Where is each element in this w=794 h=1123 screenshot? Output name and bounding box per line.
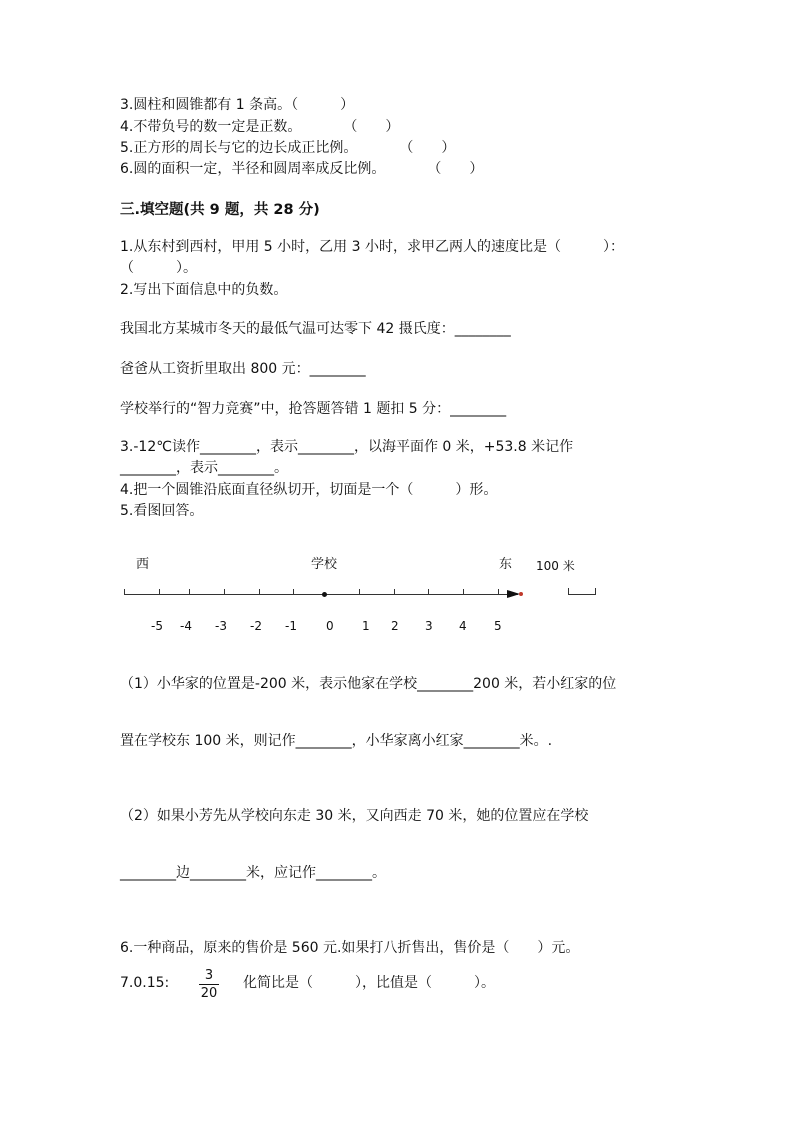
- axis-label: -2: [250, 619, 262, 633]
- axis-label: 0: [326, 619, 334, 633]
- fill-q2-b: 爸爸从工资折里取出 800 元：________: [120, 361, 366, 377]
- fill-q3-line1: 3.-12℃读作________，表示________，以海平面作 0 米，+53.8 米记作: [120, 439, 574, 455]
- axis-label: -5: [151, 619, 163, 633]
- axis-label: 3: [425, 619, 433, 633]
- axis-label: 1: [362, 619, 370, 633]
- axis-label: -4: [180, 619, 192, 633]
- west-label: 西: [136, 557, 150, 572]
- east-label: 东: [499, 557, 513, 572]
- axis-label: 2: [391, 619, 399, 633]
- axis-tick: [189, 589, 190, 595]
- fraction: [199, 968, 219, 1001]
- judge-q5: 5.正方形的周长与它的边长成正比例。 （ ）: [120, 140, 456, 156]
- scale-bracket: [568, 588, 596, 595]
- fill-q1-line1: 1.从东村到西村，甲用 5 小时，乙用 3 小时，求甲乙两人的速度比是（ ）：: [120, 239, 624, 255]
- fill-q5-sub1-a: （1）小华家的位置是-200 米，表示他家在学校________200 米，若小红家的位: [120, 676, 617, 692]
- origin-dot: [322, 592, 327, 597]
- judge-q6: 6.圆的面积一定，半径和圆周率成反比例。 （ ）: [120, 161, 484, 177]
- fill-q6: 6.一种商品，原来的售价是 560 元.如果打八折售出，售价是（ ）元。: [120, 940, 580, 956]
- fill-q5: 5.看图回答。: [120, 503, 204, 519]
- fill-q5-sub2-a: （2）如果小芳先从学校向东走 30 米，又向西走 70 米，她的位置应在学校: [120, 808, 589, 824]
- fraction-denominator: 20: [200, 986, 218, 1001]
- axis-tick: [498, 589, 499, 595]
- fill-q2-a: 我国北方某城市冬天的最低气温可达零下 42 摄氏度：________: [120, 321, 511, 337]
- axis-tick: [259, 589, 260, 595]
- judge-q3: 3.圆柱和圆锥都有 1 条高。（ ）: [120, 97, 355, 113]
- fill-q7-suffix: 化简比是（ ），比值是（ ）。: [243, 975, 495, 991]
- fill-q2-c: 学校举行的“智力竞赛”中，抢答题答错 1 题扣 5 分：________: [120, 401, 507, 417]
- fill-q1-line2: （ ）。: [120, 260, 197, 276]
- fill-q4: 4.把一个圆锥沿底面直径纵切开，切面是一个（ ）形。: [120, 482, 498, 498]
- axis-tick: [124, 589, 125, 595]
- fill-q3-line2: ________，表示________。: [120, 460, 288, 476]
- fraction-numerator: 3: [204, 968, 214, 983]
- axis-tick: [293, 589, 294, 595]
- arrow-tip-dot: [519, 592, 523, 596]
- axis-tick: [394, 589, 395, 595]
- judge-q4: 4.不带负号的数一定是正数。 （ ）: [120, 119, 400, 135]
- axis-label: -3: [215, 619, 227, 633]
- axis-tick: [159, 589, 160, 595]
- school-label: 学校: [311, 557, 338, 572]
- fill-q7-prefix: 7.0.15:: [120, 975, 170, 991]
- section-heading: 三.填空题(共 9 题，共 28 分): [120, 202, 320, 218]
- axis-tick: [359, 589, 360, 595]
- axis-label: 5: [494, 619, 502, 633]
- axis-tick: [428, 589, 429, 595]
- axis-tick: [224, 589, 225, 595]
- axis-label: 4: [459, 619, 467, 633]
- scale-label: 100 米: [536, 559, 575, 573]
- fill-q5-sub1-b: 置在学校东 100 米，则记作________，小华家离小红家________米。.: [120, 733, 553, 749]
- fraction-bar: [199, 984, 219, 985]
- axis-tick: [463, 589, 464, 595]
- axis-line: [124, 594, 518, 595]
- axis-label: -1: [285, 619, 297, 633]
- fill-q5-sub2-b: ________边________米，应记作________。: [120, 865, 386, 881]
- fill-q2: 2.写出下面信息中的负数。: [120, 282, 288, 298]
